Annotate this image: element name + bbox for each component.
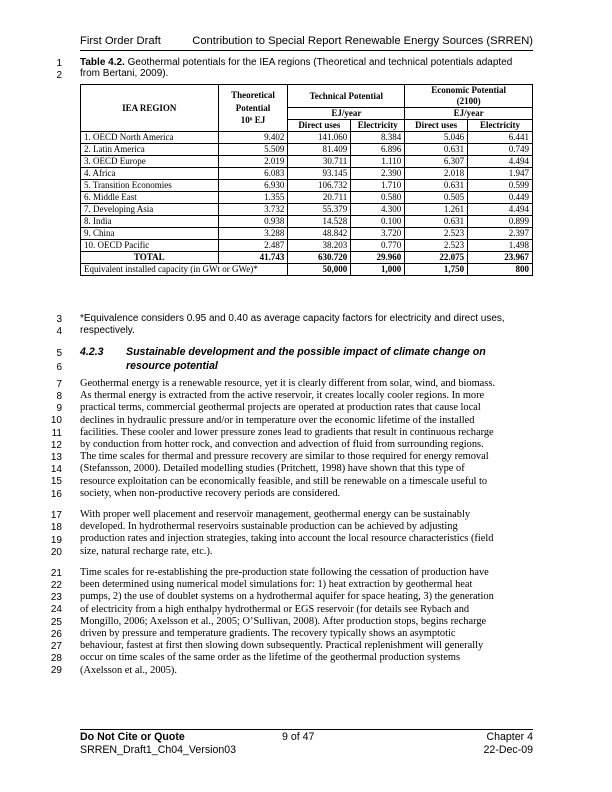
header-rule — [80, 50, 533, 51]
region-cell: 1. OECD North America — [81, 132, 219, 144]
line-number: 26 — [50, 629, 62, 640]
value-cell: 6.896 — [351, 144, 405, 156]
technical-electricity-header: Electricity — [351, 120, 405, 132]
line-number: 13 — [50, 452, 62, 463]
footer-rule — [80, 729, 533, 730]
equivalent-label: Equivalent installed capacity (in GWt or GWe)* — [81, 264, 288, 276]
caption-label: Table 4.2. — [80, 57, 125, 68]
line-number: 7 — [56, 379, 62, 390]
line-number: 22 — [50, 580, 62, 591]
economic-electricity-header: Electricity — [468, 120, 533, 132]
value-cell: 1.498 — [468, 240, 533, 252]
total-value: 22.075 — [405, 252, 468, 264]
table-row — [81, 216, 533, 228]
value-cell: 30.711 — [288, 156, 351, 168]
geothermal-potentials-table — [80, 84, 533, 276]
table-row — [81, 132, 533, 144]
value-cell: 106.732 — [288, 180, 351, 192]
value-cell: 0.631 — [405, 144, 468, 156]
theoretical-header: Theoretical Potential 10⁶ EJ — [218, 85, 288, 132]
equivalent-value: 1,000 — [351, 264, 405, 276]
paragraph-line: Geothermal energy is a renewable resource, yet it is clearly different from solar, wind, and biomass. — [80, 378, 495, 389]
paragraph-line: practical terms, commercial geothermal projects are operated at production rates that cause local — [80, 402, 481, 414]
footer-chapter: Chapter 4 — [486, 731, 533, 743]
line-number: 9 — [56, 403, 62, 414]
table-row — [81, 144, 533, 156]
region-cell: 4. Africa — [81, 168, 219, 180]
value-cell: 5.509 — [218, 144, 288, 156]
line-number: 28 — [50, 653, 62, 664]
region-cell: 7. Developing Asia — [81, 204, 219, 216]
value-cell: 2.523 — [405, 240, 468, 252]
equivalent-value: 1,750 — [405, 264, 468, 276]
paragraph-line: declines in hydraulic pressure and/or in temperature over the economic lifetime of the installed — [80, 414, 475, 426]
line-number: 3 — [56, 314, 62, 325]
caption-text: Geothermal potentials for the IEA regions (Theoretical and technical potentials adapted — [124, 57, 513, 68]
region-cell: 2. Latin America — [81, 144, 219, 156]
footer-doc-id: SRREN_Draft1_Ch04_Version03 — [80, 744, 237, 756]
footer-page-number: 9 of 47 — [282, 731, 315, 743]
value-cell: 1.710 — [351, 180, 405, 192]
region-cell: 8. India — [81, 216, 219, 228]
section-title: Sustainable development and the possible impact of climate change on — [126, 346, 486, 358]
value-cell: 1.110 — [351, 156, 405, 168]
footnote-line: respectively. — [80, 325, 135, 337]
value-cell: 3.288 — [218, 228, 288, 240]
value-cell: 0.631 — [405, 216, 468, 228]
value-cell: 6.441 — [468, 132, 533, 144]
section-heading — [80, 346, 533, 373]
technical-potential-header: Technical Potential — [288, 85, 405, 108]
header-left: First Order Draft — [80, 35, 161, 47]
value-cell: 2.019 — [218, 156, 288, 168]
value-cell: 1.947 — [468, 168, 533, 180]
line-number: 8 — [56, 391, 62, 402]
paragraph-1 — [80, 378, 533, 500]
table-row — [81, 192, 533, 204]
value-cell: 6.930 — [218, 180, 288, 192]
line-number: 20 — [50, 547, 62, 558]
table-row — [81, 228, 533, 240]
region-cell: 6. Middle East — [81, 192, 219, 204]
value-cell: 3.732 — [218, 204, 288, 216]
value-cell: 0.631 — [405, 180, 468, 192]
paragraph-line: Mongillo, 2006; Axelsson et al., 2005; O’Sullivan, 2008). After production stops, begins recharge — [80, 615, 487, 627]
total-value: 29.960 — [351, 252, 405, 264]
caption-text-line2: from Bertani, 2009). — [80, 68, 169, 80]
table-row — [81, 168, 533, 180]
region-cell: 3. OECD Europe — [81, 156, 219, 168]
line-number: 2 — [56, 70, 62, 81]
economic-unit: EJ/year — [405, 108, 533, 120]
section-title-cont: resource potential — [126, 359, 218, 372]
value-cell: 4.300 — [351, 204, 405, 216]
paragraph-line: As thermal energy is extracted from the active reservoir, it creates locally cooler regions. In more — [80, 390, 485, 402]
line-number: 15 — [50, 476, 62, 487]
line-number: 19 — [50, 535, 62, 546]
section-number: 4.2.3 — [80, 346, 104, 358]
value-cell: 3.720 — [351, 228, 405, 240]
region-cell: 9. China — [81, 228, 219, 240]
value-cell: 2.018 — [405, 168, 468, 180]
paragraph-line: occur on time scales of the same order as the lifetime of the geothermal production systems — [80, 652, 461, 664]
equivalent-value: 800 — [468, 264, 533, 276]
value-cell: 2.390 — [351, 168, 405, 180]
region-header: IEA REGION — [81, 85, 219, 132]
value-cell: 2.487 — [218, 240, 288, 252]
total-value: 41.743 — [218, 252, 288, 264]
line-number: 12 — [50, 440, 62, 451]
line-number: 24 — [50, 604, 62, 615]
line-number: 17 — [50, 510, 62, 521]
technical-direct-uses-header: Direct uses — [288, 120, 351, 132]
paragraph-line: With proper well placement and reservoir management, geothermal energy can be sustainably — [80, 509, 471, 520]
value-cell: 141.060 — [288, 132, 351, 144]
paragraph-line: The time scales for thermal and pressure recovery are similar to those required for energy removal — [80, 451, 489, 463]
paragraph-2 — [80, 509, 533, 558]
paragraph-line: Time scales for re-establishing the pre-production state following the cessation of production have — [80, 567, 489, 578]
value-cell: 93.145 — [288, 168, 351, 180]
footer-date: 22-Dec-09 — [483, 744, 533, 756]
line-number: 23 — [50, 592, 62, 603]
paragraph-line: (Axelsson et al., 2005). — [80, 664, 177, 676]
paragraph-line: behaviour, fastest at first then slowing down subsequently. Practical replenishment will generally — [80, 640, 484, 652]
value-cell: 0.770 — [351, 240, 405, 252]
value-cell: 4.494 — [468, 156, 533, 168]
value-cell: 2.397 — [468, 228, 533, 240]
value-cell: 0.449 — [468, 192, 533, 204]
table-row — [81, 180, 533, 192]
value-cell: 0.899 — [468, 216, 533, 228]
value-cell: 1.261 — [405, 204, 468, 216]
line-number: 1 — [56, 58, 62, 69]
line-number: 29 — [50, 665, 62, 676]
paragraph-line: size, natural recharge rate, etc.). — [80, 545, 213, 557]
value-cell: 55.379 — [288, 204, 351, 216]
value-cell: 38.203 — [288, 240, 351, 252]
value-cell: 1.355 — [218, 192, 288, 204]
value-cell: 8.384 — [351, 132, 405, 144]
equivalent-capacity-row — [81, 264, 533, 276]
total-value: 23.967 — [468, 252, 533, 264]
value-cell: 0.580 — [351, 192, 405, 204]
header-right: Contribution to Special Report Renewable Energy Sources (SRREN) — [192, 35, 533, 47]
region-cell: 5. Transition Economies — [81, 180, 219, 192]
value-cell: 6.307 — [405, 156, 468, 168]
line-number: 10 — [50, 415, 62, 426]
paragraph-line: facilities. These cooler and lower pressure zones lead to gradients that result in continuous recharge — [80, 426, 494, 438]
total-value: 630.720 — [288, 252, 351, 264]
economic-potential-header: Economic Potential (2100) — [405, 85, 533, 108]
value-cell: 0.599 — [468, 180, 533, 192]
value-cell: 48.842 — [288, 228, 351, 240]
page-header — [80, 35, 533, 49]
paragraph-line: (Stefansson, 2000). Detailed modelling studies (Pritchett, 1998) have shown that this type of — [80, 463, 465, 475]
line-number: 25 — [50, 617, 62, 628]
line-number: 18 — [50, 522, 62, 533]
table-footnote — [80, 313, 533, 337]
value-cell: 0.100 — [351, 216, 405, 228]
value-cell: 0.749 — [468, 144, 533, 156]
line-number: 11 — [51, 428, 62, 439]
value-cell: 20.711 — [288, 192, 351, 204]
paragraph-line: society, when non-productive recovery periods are considered. — [80, 487, 341, 499]
line-number: 14 — [50, 464, 62, 475]
value-cell: 9.402 — [218, 132, 288, 144]
total-label: TOTAL — [81, 252, 219, 264]
line-number: 21 — [50, 568, 62, 579]
line-number: 27 — [50, 641, 62, 652]
total-row — [81, 252, 533, 264]
table-row — [81, 240, 533, 252]
paragraph-3 — [80, 567, 533, 677]
paragraph-line: driven by pressure and temperature gradients. The recovery typically shows an asymptotic — [80, 628, 456, 640]
paragraph-line: resource exploitation can be economically feasible, and still be renewable on a timescale useful to — [80, 475, 488, 487]
economic-direct-uses-header: Direct uses — [405, 120, 468, 132]
paragraph-line: of electricity from a high enthalpy hydrothermal or EGS reservoir (for details see Rybach and — [80, 603, 470, 615]
region-cell: 10. OECD Pacific — [81, 240, 219, 252]
table-caption — [80, 57, 533, 80]
paragraph-line: by conduction from hotter rock, and convection and advection of fluid from surrounding regions. — [80, 439, 484, 451]
value-cell: 81.409 — [288, 144, 351, 156]
value-cell: 2.523 — [405, 228, 468, 240]
footnote-line: *Equivalence considers 0.95 and 0.40 as average capacity factors for electricity and direct uses, — [80, 313, 505, 324]
value-cell: 6.083 — [218, 168, 288, 180]
line-number: 5 — [56, 348, 62, 359]
equivalent-value: 50,000 — [288, 264, 351, 276]
value-cell: 0.505 — [405, 192, 468, 204]
footer-do-not-cite: Do Not Cite or Quote — [80, 731, 185, 743]
line-number: 16 — [50, 489, 62, 500]
table-row — [81, 156, 533, 168]
paragraph-line: pumps, 2) the use of doublet systems on a hydrothermal aquifer for space heating, 3) the generation — [80, 591, 494, 603]
paragraph-line: developed. In hydrothermal reservoirs sustainable production can be achieved by adjusting — [80, 521, 458, 533]
paragraph-line: been determined using numerical model simulations for: 1) heat extraction by geothermal heat — [80, 579, 473, 591]
value-cell: 0.938 — [218, 216, 288, 228]
paragraph-line: production rates and injection strategies, taking into account the local resource characteristics (field — [80, 533, 494, 545]
line-number: 6 — [56, 362, 62, 373]
line-number: 4 — [56, 326, 62, 337]
table-row — [81, 204, 533, 216]
value-cell: 14.528 — [288, 216, 351, 228]
value-cell: 4.494 — [468, 204, 533, 216]
technical-unit: EJ/year — [288, 108, 405, 120]
value-cell: 5.046 — [405, 132, 468, 144]
